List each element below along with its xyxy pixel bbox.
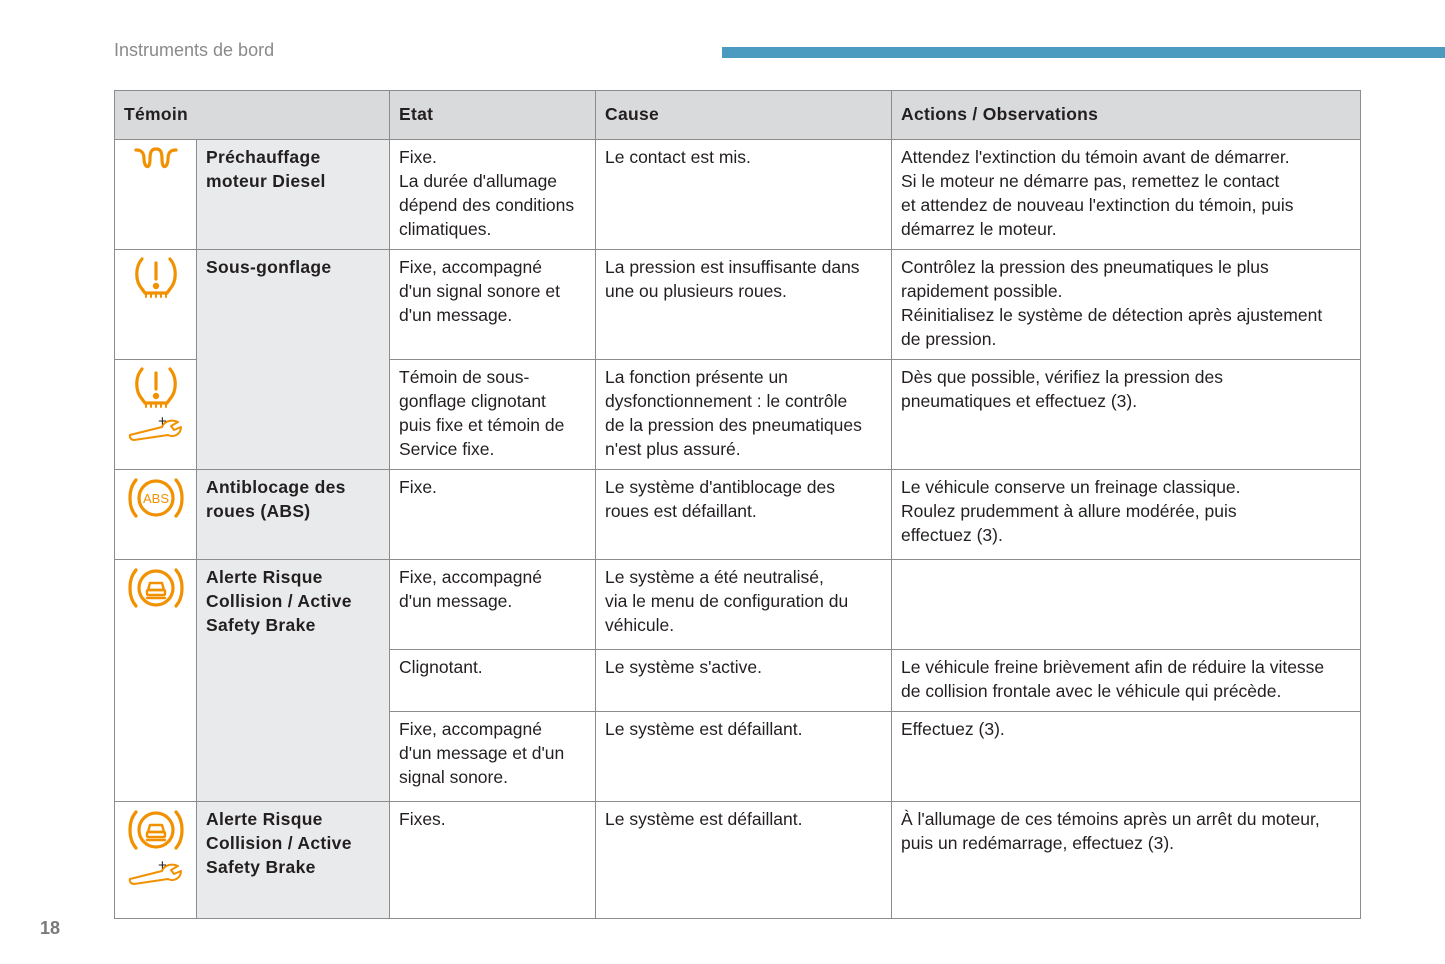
cause-cell: Le système a été neutralisé, via le menu de configuration du véhicule. xyxy=(596,560,892,650)
icon-cell xyxy=(115,250,197,360)
header-temoin: Témoin xyxy=(115,91,390,140)
tyre-pressure-icon xyxy=(124,365,188,409)
etat-cell: Fixes. xyxy=(390,802,596,919)
icon-cell xyxy=(115,560,197,802)
table-header-row xyxy=(115,91,1361,140)
cause-cell: Le système est défaillant. xyxy=(596,802,892,919)
cause-cell: La pression est insuffisante dans une ou plusieurs roues. xyxy=(596,250,892,360)
actions-cell: Effectuez (3). xyxy=(892,712,1361,802)
warning-lights-table xyxy=(114,90,1361,919)
etat-cell: Témoin de sous- gonflage clignotant puis fixe et témoin de Service fixe. xyxy=(390,360,596,470)
table-row xyxy=(115,140,1361,250)
etat-cell: Fixe, accompagné d'un message et d'un signal sonore. xyxy=(390,712,596,802)
cause-cell: Le système est défaillant. xyxy=(596,712,892,802)
cause-cell: Le système s'active. xyxy=(596,650,892,712)
header-accent-bar xyxy=(722,47,1445,58)
warning-name-cell: Antiblocage des roues (ABS) xyxy=(197,470,390,560)
glow-plug-icon xyxy=(124,145,188,175)
collision-alert-icon xyxy=(124,807,188,853)
actions-cell: Le véhicule conserve un freinage classique. Roulez prudemment à allure modérée, puis effectuez (3). xyxy=(892,470,1361,560)
icon-cell xyxy=(115,470,197,560)
warning-name-cell: Sous-gonflage xyxy=(197,250,390,470)
actions-cell: Attendez l'extinction du témoin avant de démarrer. Si le moteur ne démarre pas, remettez le contact et attendez de nouveau l'extinction du témoin, puis démarrez le moteur. xyxy=(892,140,1361,250)
warning-name-cell: Alerte Risque Collision / Active Safety Brake xyxy=(197,560,390,802)
collision-alert-icon xyxy=(124,565,188,611)
table-row xyxy=(115,470,1361,560)
actions-cell xyxy=(892,560,1361,650)
icon-cell xyxy=(115,140,197,250)
section-title: Instruments de bord xyxy=(114,40,275,60)
plus-sign: + xyxy=(158,857,167,874)
etat-cell: Clignotant. xyxy=(390,650,596,712)
etat-cell: Fixe. La durée d'allumage dépend des conditions climatiques. xyxy=(390,140,596,250)
table-row xyxy=(115,560,1361,650)
cause-cell: La fonction présente un dysfonctionnement : le contrôle de la pression des pneumatiques n'est plus assuré. xyxy=(596,360,892,470)
etat-cell: Fixe, accompagné d'un message. xyxy=(390,560,596,650)
actions-cell: Le véhicule freine brièvement afin de réduire la vitesse de collision frontale avec le véhicule qui précède. xyxy=(892,650,1361,712)
header-etat: Etat xyxy=(390,91,596,140)
table-row xyxy=(115,802,1361,919)
abs-icon-text: ABS xyxy=(142,491,170,506)
page-number: 18 xyxy=(40,918,61,938)
cause-cell: Le système d'antiblocage des roues est défaillant. xyxy=(596,470,892,560)
plus-sign: + xyxy=(158,413,167,430)
header-actions: Actions / Observations xyxy=(892,91,1361,140)
warning-name-cell: Préchauffage moteur Diesel xyxy=(197,140,390,250)
abs-icon xyxy=(124,475,188,521)
actions-cell: Dès que possible, vérifiez la pression des pneumatiques et effectuez (3). xyxy=(892,360,1361,470)
etat-cell: Fixe. xyxy=(390,470,596,560)
etat-cell: Fixe, accompagné d'un signal sonore et d'un message. xyxy=(390,250,596,360)
service-wrench-icon xyxy=(124,413,188,441)
actions-cell: Contrôlez la pression des pneumatiques le plus rapidement possible. Réinitialisez le système de détection après ajustement de pression. xyxy=(892,250,1361,360)
actions-cell: À l'allumage de ces témoins après un arrêt du moteur, puis un redémarrage, effectuez (3). xyxy=(892,802,1361,919)
header-cause: Cause xyxy=(596,91,892,140)
warning-name-cell: Alerte Risque Collision / Active Safety Brake xyxy=(197,802,390,919)
table-row xyxy=(115,250,1361,360)
icon-cell xyxy=(115,802,197,919)
icon-cell xyxy=(115,360,197,470)
cause-cell: Le contact est mis. xyxy=(596,140,892,250)
tyre-pressure-icon xyxy=(124,255,188,299)
service-wrench-icon xyxy=(124,857,188,885)
